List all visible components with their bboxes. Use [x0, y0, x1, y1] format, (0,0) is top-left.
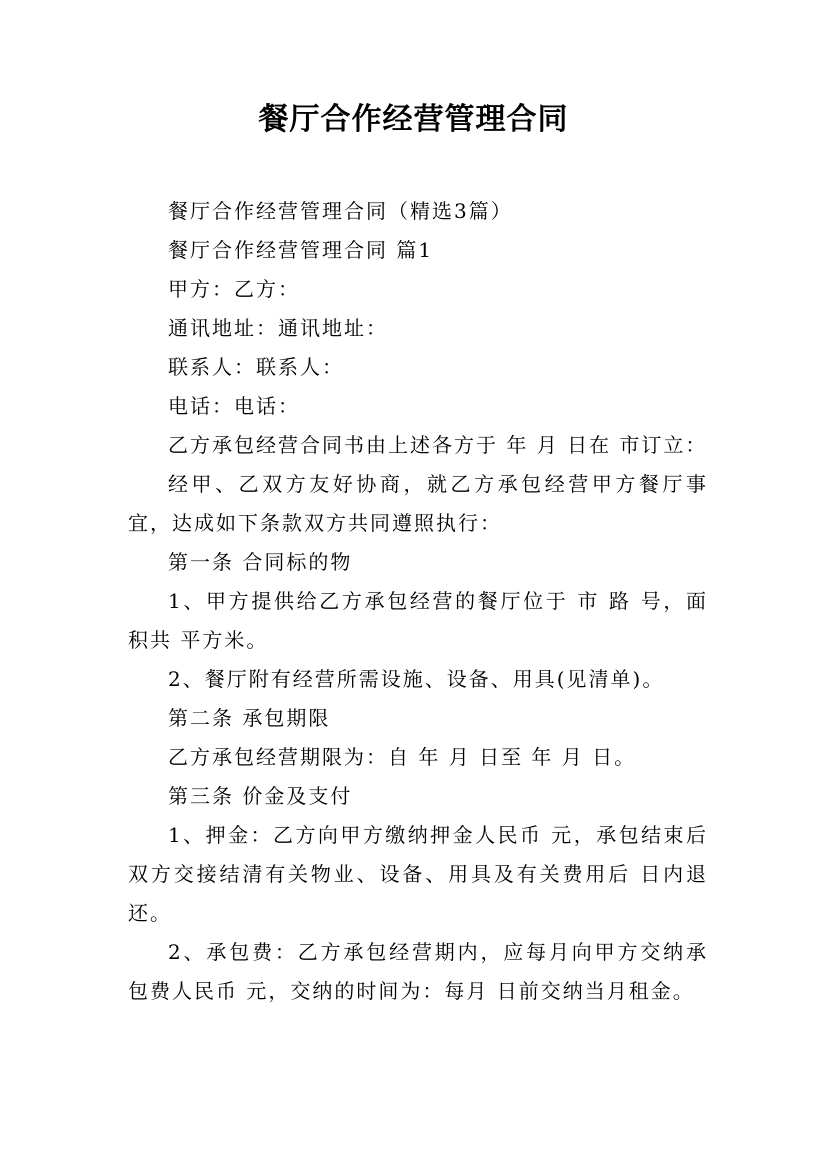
article-2-term: 乙方承包经营期限为：自 年 月 日至 年 月 日。: [168, 745, 637, 769]
paragraph-phone: 电话：电话：: [168, 394, 300, 418]
document-body: [128, 192, 708, 1011]
article-1-clause-1: 1、甲方提供给乙方承包经营的餐厅位于 市 路 号，面积共 平方米。: [128, 589, 708, 652]
article-3-clause-2: 2、承包费：乙方承包经营期内，应每月向甲方交纳承包费人民币 元，交纳的时间为：每月 日前交纳当月租金。: [128, 940, 708, 1003]
article-3-clause-1: 1、押金：乙方向甲方缴纳押金人民币 元，承包结束后双方交接结清有关物业、设备、用具及有关费用后 日内退还。: [128, 823, 708, 925]
article-1-clause-2: 2、餐厅附有经营所需设施、设备、用具(见清单)。: [168, 667, 665, 691]
paragraph-contact: 联系人：联系人：: [168, 355, 344, 379]
paragraph-parties: 甲方：乙方：: [168, 277, 300, 301]
paragraph-agreement: 经甲、乙双方友好协商，就乙方承包经营甲方餐厅事宜，达成如下条款双方共同遵照执行：: [128, 472, 708, 535]
article-3-heading: 第三条 价金及支付: [168, 784, 353, 808]
paragraph-address: 通讯地址：通讯地址：: [168, 316, 388, 340]
paragraph-signing: 乙方承包经营合同书由上述各方于 年 月 日在 市订立：: [168, 433, 708, 457]
article-1-heading: 第一条 合同标的物: [168, 550, 353, 574]
paragraph-heading-part1: 餐厅合作经营管理合同 篇1: [168, 238, 434, 262]
paragraph-heading-selection: 餐厅合作经营管理合同（精选3篇）: [168, 199, 513, 223]
document-title: 餐厅合作经营管理合同: [258, 102, 569, 137]
article-2-heading: 第二条 承包期限: [168, 706, 331, 730]
